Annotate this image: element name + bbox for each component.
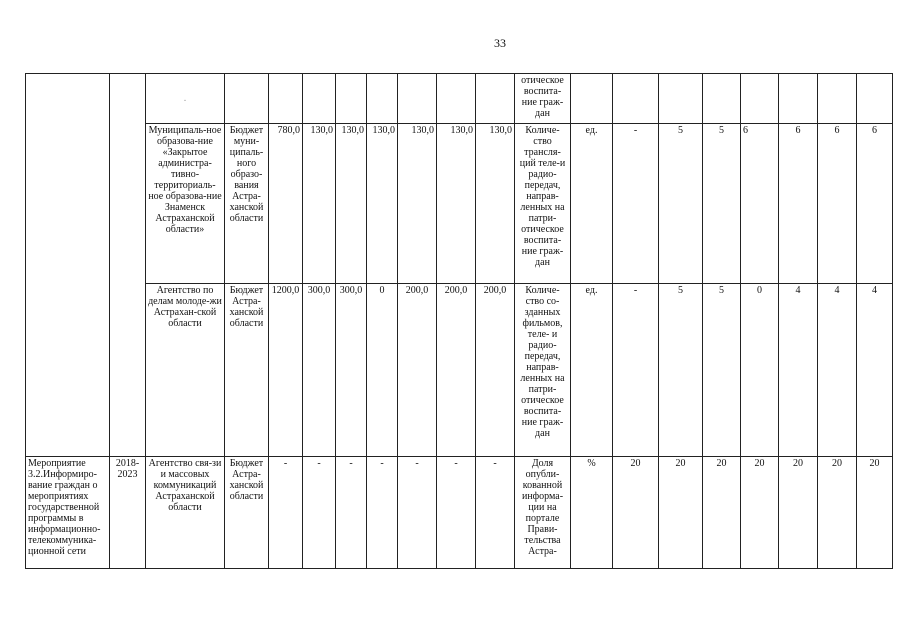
cell-amount: 130,0 — [398, 124, 437, 284]
cell-name-empty — [26, 74, 110, 457]
cell-amount: 300,0 — [336, 284, 367, 457]
cell-amount: - — [476, 457, 515, 569]
cell-value: 6 — [779, 124, 818, 284]
cell-unit: % — [571, 457, 613, 569]
cell-source: Бюджет муни-ципаль-ного образо-вания Астра-ханской области — [225, 124, 269, 284]
cell-amount — [398, 74, 437, 124]
cell-value — [703, 74, 741, 124]
cell-amount — [269, 74, 303, 124]
cell-value — [659, 74, 703, 124]
cell-amount: 1200,0 — [269, 284, 303, 457]
cell-amount: - — [367, 457, 398, 569]
cell-source: Бюджет Астра-ханской области — [225, 457, 269, 569]
cell-value: 20 — [818, 457, 857, 569]
cell-value: 5 — [659, 124, 703, 284]
cell-unit: ед. — [571, 124, 613, 284]
cell-indicator: отическое воспита-ние граж-дан — [515, 74, 571, 124]
cell-amount — [437, 74, 476, 124]
cell-value: 4 — [857, 284, 893, 457]
cell-indicator: Доля опубли-кованной информа-ции на портале Прави-тельства Астра- — [515, 457, 571, 569]
cell-executor: Агентство по делам молоде-жи Астрахан-ской области — [146, 284, 225, 457]
cell-amount: 0 — [367, 284, 398, 457]
cell-amount: 130,0 — [367, 124, 398, 284]
cell-indicator: Количе-ство со-зданных фильмов, теле- и радио-передач, направ-ленных на патри-отическое воспита-ние граж-дан — [515, 284, 571, 457]
cell-amount: 300,0 — [303, 284, 336, 457]
cell-amount — [303, 74, 336, 124]
cell-value — [857, 74, 893, 124]
cell-amount: - — [398, 457, 437, 569]
cell-amount: 780,0 — [269, 124, 303, 284]
cell-amount: 130,0 — [476, 124, 515, 284]
cell-amount: 200,0 — [476, 284, 515, 457]
cell-amount — [367, 74, 398, 124]
cell-executor: Агентство свя-зи и массовых коммуникаций Астраханской области — [146, 457, 225, 569]
table-row-youth — [26, 284, 893, 457]
table-row-continuation — [26, 74, 893, 124]
cell-unit — [571, 74, 613, 124]
cell-value — [741, 74, 779, 124]
cell-value: 20 — [659, 457, 703, 569]
cell-amount: 200,0 — [398, 284, 437, 457]
cell-indicator: Количе-ство трансля-ций теле-и радио-передач, направ-ленных на патри-отическое воспита-ние граж-дан — [515, 124, 571, 284]
program-table — [25, 73, 893, 569]
cell-amount: - — [336, 457, 367, 569]
cell-amount — [476, 74, 515, 124]
cell-source-empty — [225, 74, 269, 124]
cell-amount: - — [269, 457, 303, 569]
table-row-measure-3-2 — [26, 457, 893, 569]
cell-amount: 130,0 — [437, 124, 476, 284]
cell-amount: 130,0 — [303, 124, 336, 284]
cell-value: 4 — [779, 284, 818, 457]
cell-value: 0 — [741, 284, 779, 457]
table-row-znamensk — [26, 124, 893, 284]
cell-value: 6 — [741, 124, 779, 284]
cell-amount — [336, 74, 367, 124]
cell-base — [613, 74, 659, 124]
cell-base: 20 — [613, 457, 659, 569]
cell-value: 6 — [857, 124, 893, 284]
cell-executor-empty: . — [146, 74, 225, 124]
cell-amount: - — [303, 457, 336, 569]
page-number: 33 — [494, 36, 506, 50]
cell-measure-name: Мероприятие 3.2.Информиро-вание граждан о мероприятиях государственной программы в информационно-телекоммуника-ционной сети — [26, 457, 110, 569]
cell-unit: ед. — [571, 284, 613, 457]
cell-value: 20 — [857, 457, 893, 569]
cell-base: - — [613, 124, 659, 284]
cell-period-empty — [110, 74, 146, 457]
cell-amount: - — [437, 457, 476, 569]
cell-value: 5 — [703, 284, 741, 457]
cell-value: 20 — [703, 457, 741, 569]
cell-source: Бюджет Астра-ханской области — [225, 284, 269, 457]
cell-executor: Муниципаль-ное образова-ние «Закрытое администра-тивно-территориаль-ное образова-ние Знаменск Астраханской области» — [146, 124, 225, 284]
cell-value — [818, 74, 857, 124]
cell-value: 6 — [818, 124, 857, 284]
cell-value: 4 — [818, 284, 857, 457]
cell-amount: 130,0 — [336, 124, 367, 284]
cell-value: 5 — [659, 284, 703, 457]
cell-value: 20 — [779, 457, 818, 569]
cell-value: 5 — [703, 124, 741, 284]
cell-value — [779, 74, 818, 124]
cell-base: - — [613, 284, 659, 457]
cell-value: 20 — [741, 457, 779, 569]
cell-amount: 200,0 — [437, 284, 476, 457]
cell-period: 2018-2023 — [110, 457, 146, 569]
